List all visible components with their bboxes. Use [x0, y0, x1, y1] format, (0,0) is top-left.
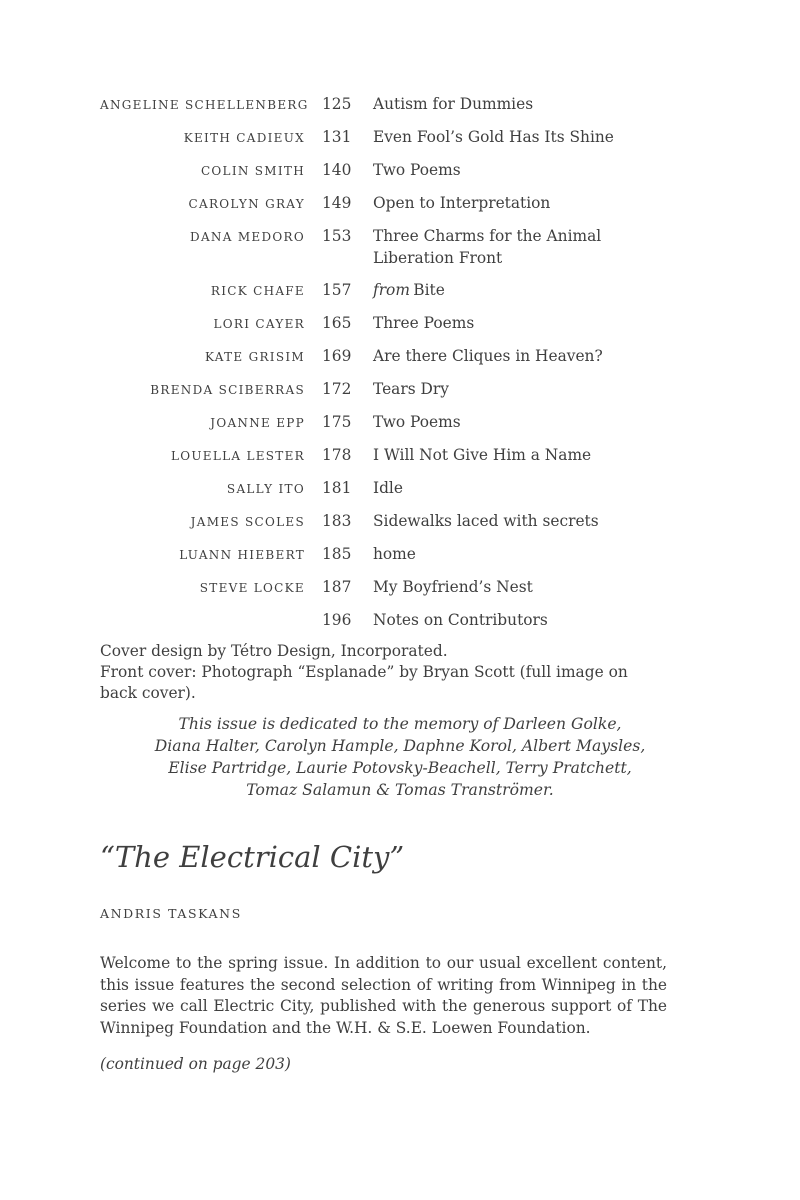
- toc-title-text: Bite: [413, 281, 445, 299]
- toc-row: [100, 543, 665, 566]
- continued-note: (continued on page 203): [100, 1055, 291, 1074]
- toc-title: [373, 411, 635, 433]
- toc-title-text: Open to Interpretation: [373, 194, 551, 212]
- toc-title: [373, 510, 635, 532]
- article-byline: ANDRIS TASKANS: [100, 906, 242, 921]
- toc-author: CAROLYN GRAY: [188, 197, 305, 211]
- toc-author: LUANN HIEBERT: [179, 548, 305, 562]
- toc-author: JAMES SCOLES: [190, 515, 305, 529]
- toc-title-text: Two Poems: [373, 413, 461, 431]
- toc-page-number: 181: [322, 479, 352, 497]
- toc-author: KEITH CADIEUX: [183, 131, 305, 145]
- toc-page-number: 169: [322, 347, 352, 365]
- toc-title-text: Idle: [373, 479, 403, 497]
- toc-page-number: 165: [322, 314, 352, 332]
- toc-title: [373, 93, 635, 115]
- toc-page-number: 125: [322, 95, 352, 113]
- dedication-line: Diana Halter, Carolyn Hample, Daphne Korol, Albert Maysles,: [154, 737, 646, 755]
- toc-row: [100, 93, 665, 116]
- toc-row: [100, 225, 665, 269]
- toc-title: [373, 477, 635, 499]
- toc-title-text: My Boyfriend’s Nest: [373, 578, 533, 596]
- toc-title-text: Are there Cliques in Heaven?: [373, 347, 603, 365]
- article-paragraph: Welcome to the spring issue. In addition to our usual excellent content, this issue features the second selection of writing from Winnipeg in the series we call Electric City, published with the generous support of The Winnipeg Foundation and the W.H. & S.E. Loewen Foundation.: [100, 954, 667, 1037]
- toc-title: [373, 126, 635, 148]
- toc-page-number: 196: [322, 611, 352, 629]
- toc-author: ANGELINE SCHELLENBERG: [100, 98, 309, 112]
- toc-row: [100, 609, 665, 631]
- toc-row: [100, 477, 665, 500]
- toc-title: [373, 543, 635, 565]
- toc-row: [100, 126, 665, 149]
- toc-row: [100, 279, 665, 302]
- article-title: “The Electrical City”: [100, 840, 405, 874]
- toc-page-number: 178: [322, 446, 352, 464]
- toc-title: [373, 225, 635, 269]
- toc-author: SALLY ITO: [226, 482, 305, 496]
- toc-title: [373, 576, 635, 598]
- toc-title-italic-prefix: from: [373, 281, 410, 299]
- toc-page-number: 153: [322, 227, 352, 245]
- toc-page-number: 131: [322, 128, 352, 146]
- toc-page-number: 157: [322, 281, 352, 299]
- toc-row: [100, 510, 665, 533]
- toc-page-number: 149: [322, 194, 352, 212]
- dedication-line: Tomaz Salamun & Tomas Tranströmer.: [246, 781, 554, 799]
- toc-title-text: Notes on Contributors: [373, 611, 548, 629]
- toc-title-text: Two Poems: [373, 161, 461, 179]
- toc-row: [100, 159, 665, 182]
- toc-author: STEVE LOCKE: [199, 581, 305, 595]
- toc-title-text: Tears Dry: [373, 380, 449, 398]
- toc-title: [373, 378, 635, 400]
- toc-author: LORI CAYER: [213, 317, 305, 331]
- toc-title: [373, 345, 635, 367]
- dedication-line: Elise Partridge, Laurie Potovsky-Beachell, Terry Pratchett,: [168, 759, 632, 777]
- toc-page-number: 187: [322, 578, 352, 596]
- dedication-line: This issue is dedicated to the memory of Darleen Golke,: [178, 715, 622, 733]
- toc-author: KATE GRISIM: [205, 350, 305, 364]
- toc-title-text: Even Fool’s Gold Has Its Shine: [373, 128, 614, 146]
- toc-title: [373, 444, 635, 466]
- toc-page-number: 185: [322, 545, 352, 563]
- dedication: [100, 713, 700, 801]
- colophon-line-cover-design: Cover design by Tétro Design, Incorporated.: [100, 642, 448, 660]
- toc-row: [100, 411, 665, 434]
- toc-author: RICK CHAFE: [210, 284, 305, 298]
- toc-page-number: 183: [322, 512, 352, 530]
- toc-title: [373, 312, 635, 334]
- toc-title-text: Sidewalks laced with secrets: [373, 512, 599, 530]
- toc-title-text: I Will Not Give Him a Name: [373, 446, 592, 464]
- toc-row: [100, 576, 665, 599]
- toc-title: [373, 609, 635, 631]
- toc-author: DANA MEDORO: [190, 230, 305, 244]
- toc-title-text: Three Poems: [373, 314, 475, 332]
- toc-title-text: home: [373, 545, 416, 563]
- toc-row: [100, 444, 665, 467]
- toc-row: [100, 312, 665, 335]
- toc-title: [373, 159, 635, 181]
- toc-row: [100, 378, 665, 401]
- toc-page-number: 172: [322, 380, 352, 398]
- toc-author: BRENDA SCIBERRAS: [150, 383, 305, 397]
- toc-title: [373, 192, 635, 214]
- toc-row: [100, 192, 665, 215]
- toc-page-number: 175: [322, 413, 352, 431]
- toc-author: JOANNE EPP: [210, 416, 305, 430]
- colophon: [100, 641, 665, 704]
- colophon-line-front-cover: Front cover: Photograph “Esplanade” by Bryan Scott (full image on back cover).: [100, 663, 628, 702]
- toc-row: [100, 345, 665, 368]
- toc-title: [373, 279, 635, 301]
- toc-author: COLIN SMITH: [200, 164, 305, 178]
- toc-title-text: Three Charms for the Animal Liberation Front: [373, 227, 602, 267]
- toc-page-number: 140: [322, 161, 352, 179]
- toc-list: [100, 93, 665, 631]
- toc-author: LOUELLA LESTER: [170, 449, 305, 463]
- toc-title-text: Autism for Dummies: [373, 95, 534, 113]
